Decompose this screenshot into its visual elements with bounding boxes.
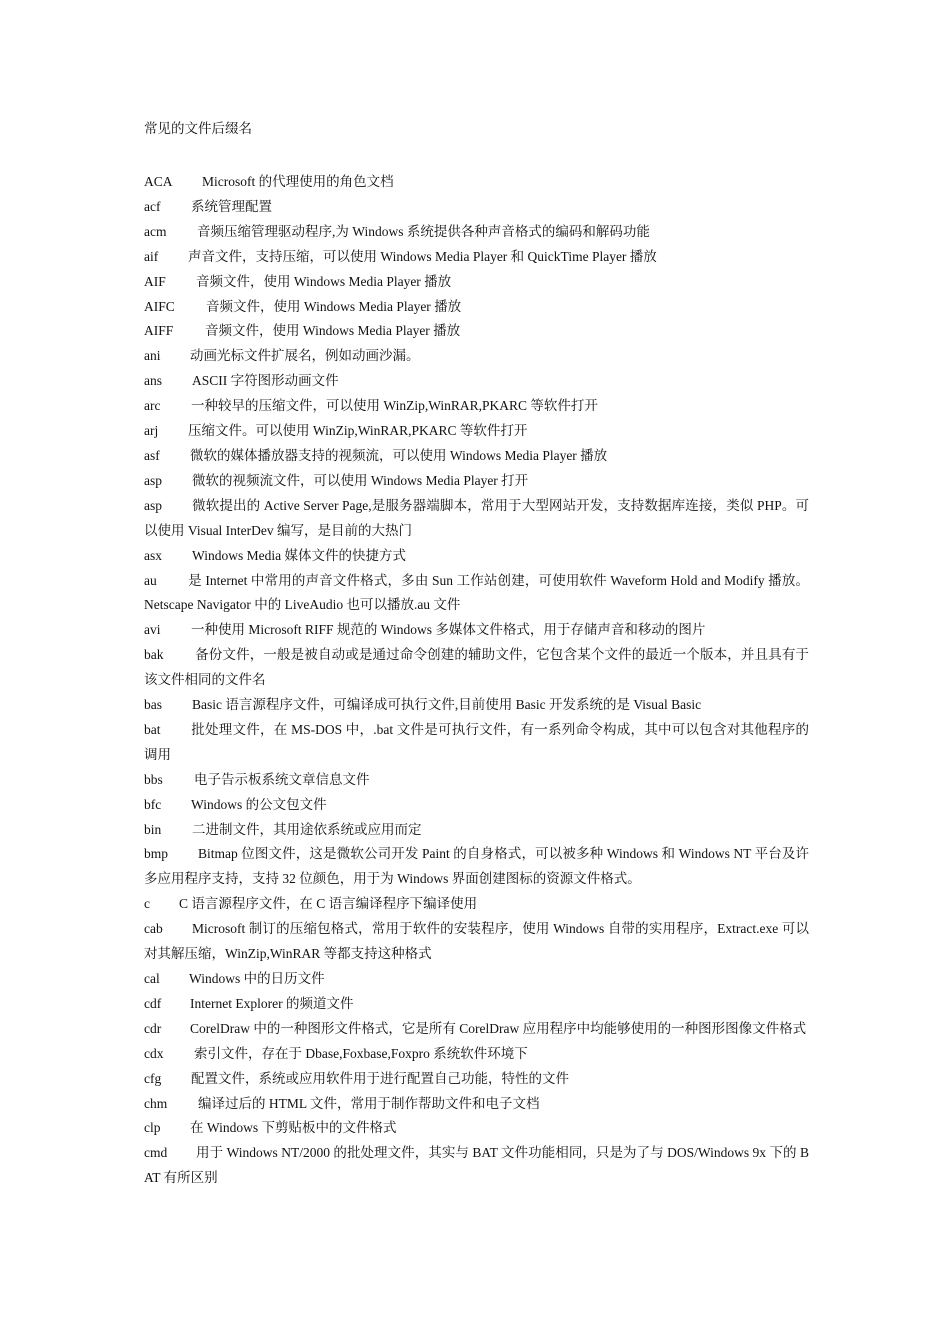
extension-name: cdr <box>144 1020 162 1036</box>
list-item <box>144 295 809 320</box>
extension-description: Microsoft 制订的压缩包格式，常用于软件的安装程序，使用 Windows 自带的实用程序，Extract.exe 可以对其解压缩，WinZip,WinRAR 等都支持这种格式 <box>144 921 809 962</box>
extension-description: 二进制文件，其用途依系统或应用而定 <box>192 821 422 837</box>
list-item <box>144 842 809 892</box>
list-item <box>144 618 809 643</box>
extension-name: ACA <box>144 174 173 189</box>
extension-description: 微软的媒体播放器支持的视频流，可以使用 Windows Media Player 播放 <box>190 447 608 463</box>
document-title: 常见的文件后缀名 <box>144 121 252 136</box>
list-item <box>144 917 809 967</box>
list-item <box>144 1092 809 1117</box>
extension-name: cdf <box>144 995 162 1011</box>
extension-name: cfg <box>144 1070 162 1086</box>
list-item <box>144 1042 809 1067</box>
extension-description: 微软的视频流文件，可以使用 Windows Media Player 打开 <box>192 472 529 488</box>
extension-name: AIFF <box>144 323 174 339</box>
extension-description: 用于 Windows NT/2000 的批处理文件，其实与 BAT 文件功能相同，只是为了与 DOS/Windows 9x 下的 BAT 有所区别 <box>144 1145 809 1186</box>
extension-description: 电子告示板系统文章信息文件 <box>194 771 370 787</box>
extension-description: Microsoft 的代理使用的角色文档 <box>202 174 394 189</box>
extension-name: acm <box>144 223 167 239</box>
extension-description: 压缩文件。可以使用 WinZip,WinRAR,PKARC 等软件打开 <box>188 423 528 439</box>
extension-description: Internet Explorer 的频道文件 <box>190 995 354 1011</box>
list-item <box>144 369 809 394</box>
list-item <box>144 693 809 718</box>
extension-name: bbs <box>144 771 163 787</box>
extension-description: 音频文件，使用 Windows Media Player 播放 <box>206 298 462 314</box>
list-item <box>144 793 809 818</box>
list-item <box>144 469 809 494</box>
extension-name: asf <box>144 447 160 463</box>
extension-description: 批处理文件，在 MS-DOS 中，.bat 文件是可执行文件，有一系列命令构成，其中可以包含对其他程序的调用 <box>144 721 809 762</box>
list-item <box>144 444 809 469</box>
extension-name: cal <box>144 971 160 986</box>
extension-name: arj <box>144 423 159 439</box>
list-item <box>144 394 809 419</box>
file-extension-list <box>144 170 809 1191</box>
extension-name: cdx <box>144 1045 164 1061</box>
extension-description: 在 Windows 下剪贴板中的文件格式 <box>190 1120 397 1136</box>
extension-description: 音频文件，使用 Windows Media Player 播放 <box>196 273 452 289</box>
list-item <box>144 818 809 843</box>
extension-description: 是 Internet 中常用的声音文件格式，多由 Sun 工作站创建，可使用软件 Waveform Hold and Modify 播放。Netscape Navigator 中的 LiveAudio 也可以播放.au 文件 <box>144 572 809 613</box>
list-item <box>144 170 809 195</box>
extension-name: bin <box>144 821 162 837</box>
list-item <box>144 992 809 1017</box>
extension-name: ans <box>144 373 162 389</box>
list-item <box>144 1017 809 1042</box>
extension-name: acf <box>144 198 161 214</box>
extension-description: Windows 的公文包文件 <box>191 796 327 812</box>
extension-description: 索引文件，存在于 Dbase,Foxbase,Foxpro 系统软件环境下 <box>194 1045 528 1061</box>
list-item <box>144 195 809 220</box>
extension-description: CorelDraw 中的一种图形文件格式，它是所有 CorelDraw 应用程序中均能够使用的一种图形图像文件格式 <box>190 1020 807 1036</box>
list-item <box>144 270 809 295</box>
extension-description: Basic 语言源程序文件，可编译成可执行文件,目前使用 Basic 开发系统的是 Visual Basic <box>192 697 702 713</box>
extension-name: bmp <box>144 846 169 862</box>
extension-description: Windows Media 媒体文件的快捷方式 <box>192 547 406 563</box>
extension-name: c <box>144 896 150 912</box>
list-item <box>144 494 809 544</box>
extension-name: asp <box>144 497 162 513</box>
extension-description: 备份文件，一般是被自动或是通过命令创建的辅助文件，它包含某个文件的最近一个版本，并且具有于该文件相同的文件名 <box>144 647 809 688</box>
extension-name: asx <box>144 547 162 563</box>
extension-description: 微软提出的 Active Server Page,是服务器端脚本，常用于大型网站开发，支持数据库连接，类似 PHP。可以使用 Visual InterDev 编写，是目前的大热门 <box>144 497 809 538</box>
list-item <box>144 569 809 619</box>
extension-description: ASCII 字符图形动画文件 <box>192 373 339 389</box>
extension-description: 系统管理配置 <box>191 198 272 214</box>
extension-description: 声音文件，支持压缩，可以使用 Windows Media Player 和 QuickTime Player 播放 <box>188 248 657 264</box>
extension-name: arc <box>144 398 161 414</box>
list-item <box>144 1067 809 1092</box>
list-item <box>144 319 809 344</box>
extension-name: cab <box>144 921 163 937</box>
extension-description: 动画光标文件扩展名，例如动画沙漏。 <box>190 348 420 364</box>
extension-name: au <box>144 572 157 588</box>
list-item <box>144 643 809 693</box>
extension-description: 音频压缩管理驱动程序,为 Windows 系统提供各种声音格式的编码和解码功能 <box>197 223 650 239</box>
extension-description: 配置文件，系统或应用软件用于进行配置自己功能，特性的文件 <box>191 1070 569 1086</box>
extension-description: Windows 中的日历文件 <box>189 971 325 986</box>
list-item <box>144 718 809 768</box>
extension-description: 编译过后的 HTML 文件，常用于制作帮助文件和电子文档 <box>198 1095 540 1111</box>
extension-name: asp <box>144 472 162 488</box>
extension-description: 音频文件，使用 Windows Media Player 播放 <box>205 323 461 339</box>
extension-name: bat <box>144 721 161 737</box>
extension-description: 一种较早的压缩文件，可以使用 WinZip,WinRAR,PKARC 等软件打开 <box>191 398 598 414</box>
list-item <box>144 245 809 270</box>
list-item <box>144 967 809 992</box>
list-item <box>144 419 809 444</box>
extension-description: Bitmap 位图文件，这是微软公司开发 Paint 的自身格式，可以被多种 Windows 和 Windows NT 平台及许多应用程序支持，支持 32 位颜色，用于为 Windows 界面创建图标的资源文件格式。 <box>144 846 809 887</box>
list-item <box>144 892 809 917</box>
extension-name: clp <box>144 1120 161 1136</box>
list-item <box>144 768 809 793</box>
extension-name: AIF <box>144 273 166 289</box>
extension-name: cmd <box>144 1145 168 1161</box>
extension-name: AIFC <box>144 298 175 314</box>
extension-name: ani <box>144 348 161 364</box>
extension-name: bak <box>144 647 164 663</box>
extension-name: bas <box>144 697 162 713</box>
list-item <box>144 544 809 569</box>
extension-name: chm <box>144 1095 168 1111</box>
extension-description: C 语言源程序文件，在 C 语言编译程序下编译使用 <box>179 896 478 912</box>
extension-name: avi <box>144 622 161 638</box>
list-item <box>144 1116 809 1141</box>
extension-description: 一种使用 Microsoft RIFF 规范的 Windows 多媒体文件格式，用于存储声音和移动的图片 <box>191 622 706 638</box>
extension-name: aif <box>144 248 159 264</box>
list-item <box>144 1141 809 1191</box>
list-item <box>144 344 809 369</box>
list-item <box>144 220 809 245</box>
extension-name: bfc <box>144 796 162 812</box>
